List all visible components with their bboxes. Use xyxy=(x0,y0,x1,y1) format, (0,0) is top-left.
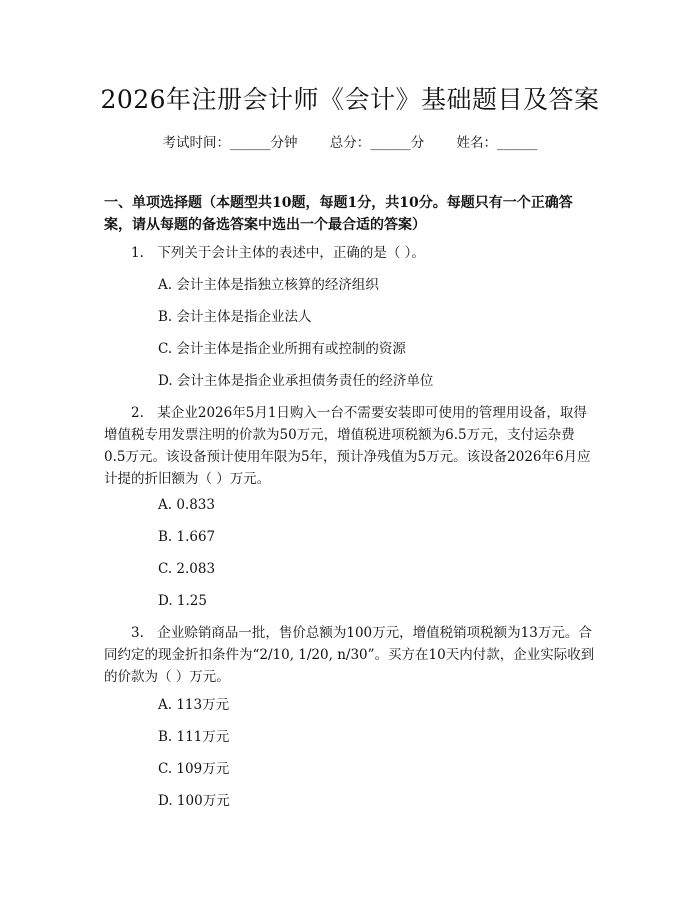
question-1-option-c: C. 会计主体是指企业所拥有或控制的资源 xyxy=(158,341,406,357)
exam-time: 考试时间：______分钟 xyxy=(162,135,298,151)
question-3-option-c: C. 109万元 xyxy=(158,761,230,777)
section-heading: 一、单项选择题（本题型共10题，每题1分，共10分。每题只有一个正确答案，请从每题的备选答案中选出一个最合适的答案） xyxy=(104,195,573,233)
question-3-option-a: A. 113万元 xyxy=(158,697,230,713)
question-2-option-b: B. 1.667 xyxy=(158,529,216,545)
question-3: 3. 企业赊销商品一批，售价总额为100万元，增值税销项税额为13万元。合同约定的现金折扣条件为“2/10, 1/20, n/30”。买方在10天内付款，企业实际收到的价款为（ ）万元。 xyxy=(104,625,595,685)
exam-score: 总分：______分 xyxy=(329,135,425,151)
question-2: 2. 某企业2026年5月1日购入一台不需要安装即可使用的管理用设备，取得增值税专用发票注明的价款为50万元，增值税进项税额为6.5万元，支付运杂费0.5万元。该设备预计使用年限为5年，预计净残值为5万元。该设备2026年6月应计提的折旧额为（ ）万元。 xyxy=(104,405,591,487)
question-3-option-d: D. 100万元 xyxy=(158,793,230,809)
question-2-option-c: C. 2.083 xyxy=(158,561,216,577)
page-title: 2026年注册会计师《会计》基础题目及答案 xyxy=(100,85,600,114)
question-1-option-a: A. 会计主体是指独立核算的经济组织 xyxy=(158,277,379,293)
exam-meta xyxy=(0,131,700,151)
question-1-option-b: B. 会计主体是指企业法人 xyxy=(158,309,312,325)
question-2-option-a: A. 0.833 xyxy=(158,497,215,513)
question-1: 1. 下列关于会计主体的表述中，正确的是（ ）。 xyxy=(131,245,425,261)
question-1-option-d: D. 会计主体是指企业承担债务责任的经济单位 xyxy=(158,373,434,389)
question-2-option-d: D. 1.25 xyxy=(158,593,207,609)
question-3-option-b: B. 111万元 xyxy=(158,729,230,745)
exam-name: 姓名：______ xyxy=(456,135,538,151)
